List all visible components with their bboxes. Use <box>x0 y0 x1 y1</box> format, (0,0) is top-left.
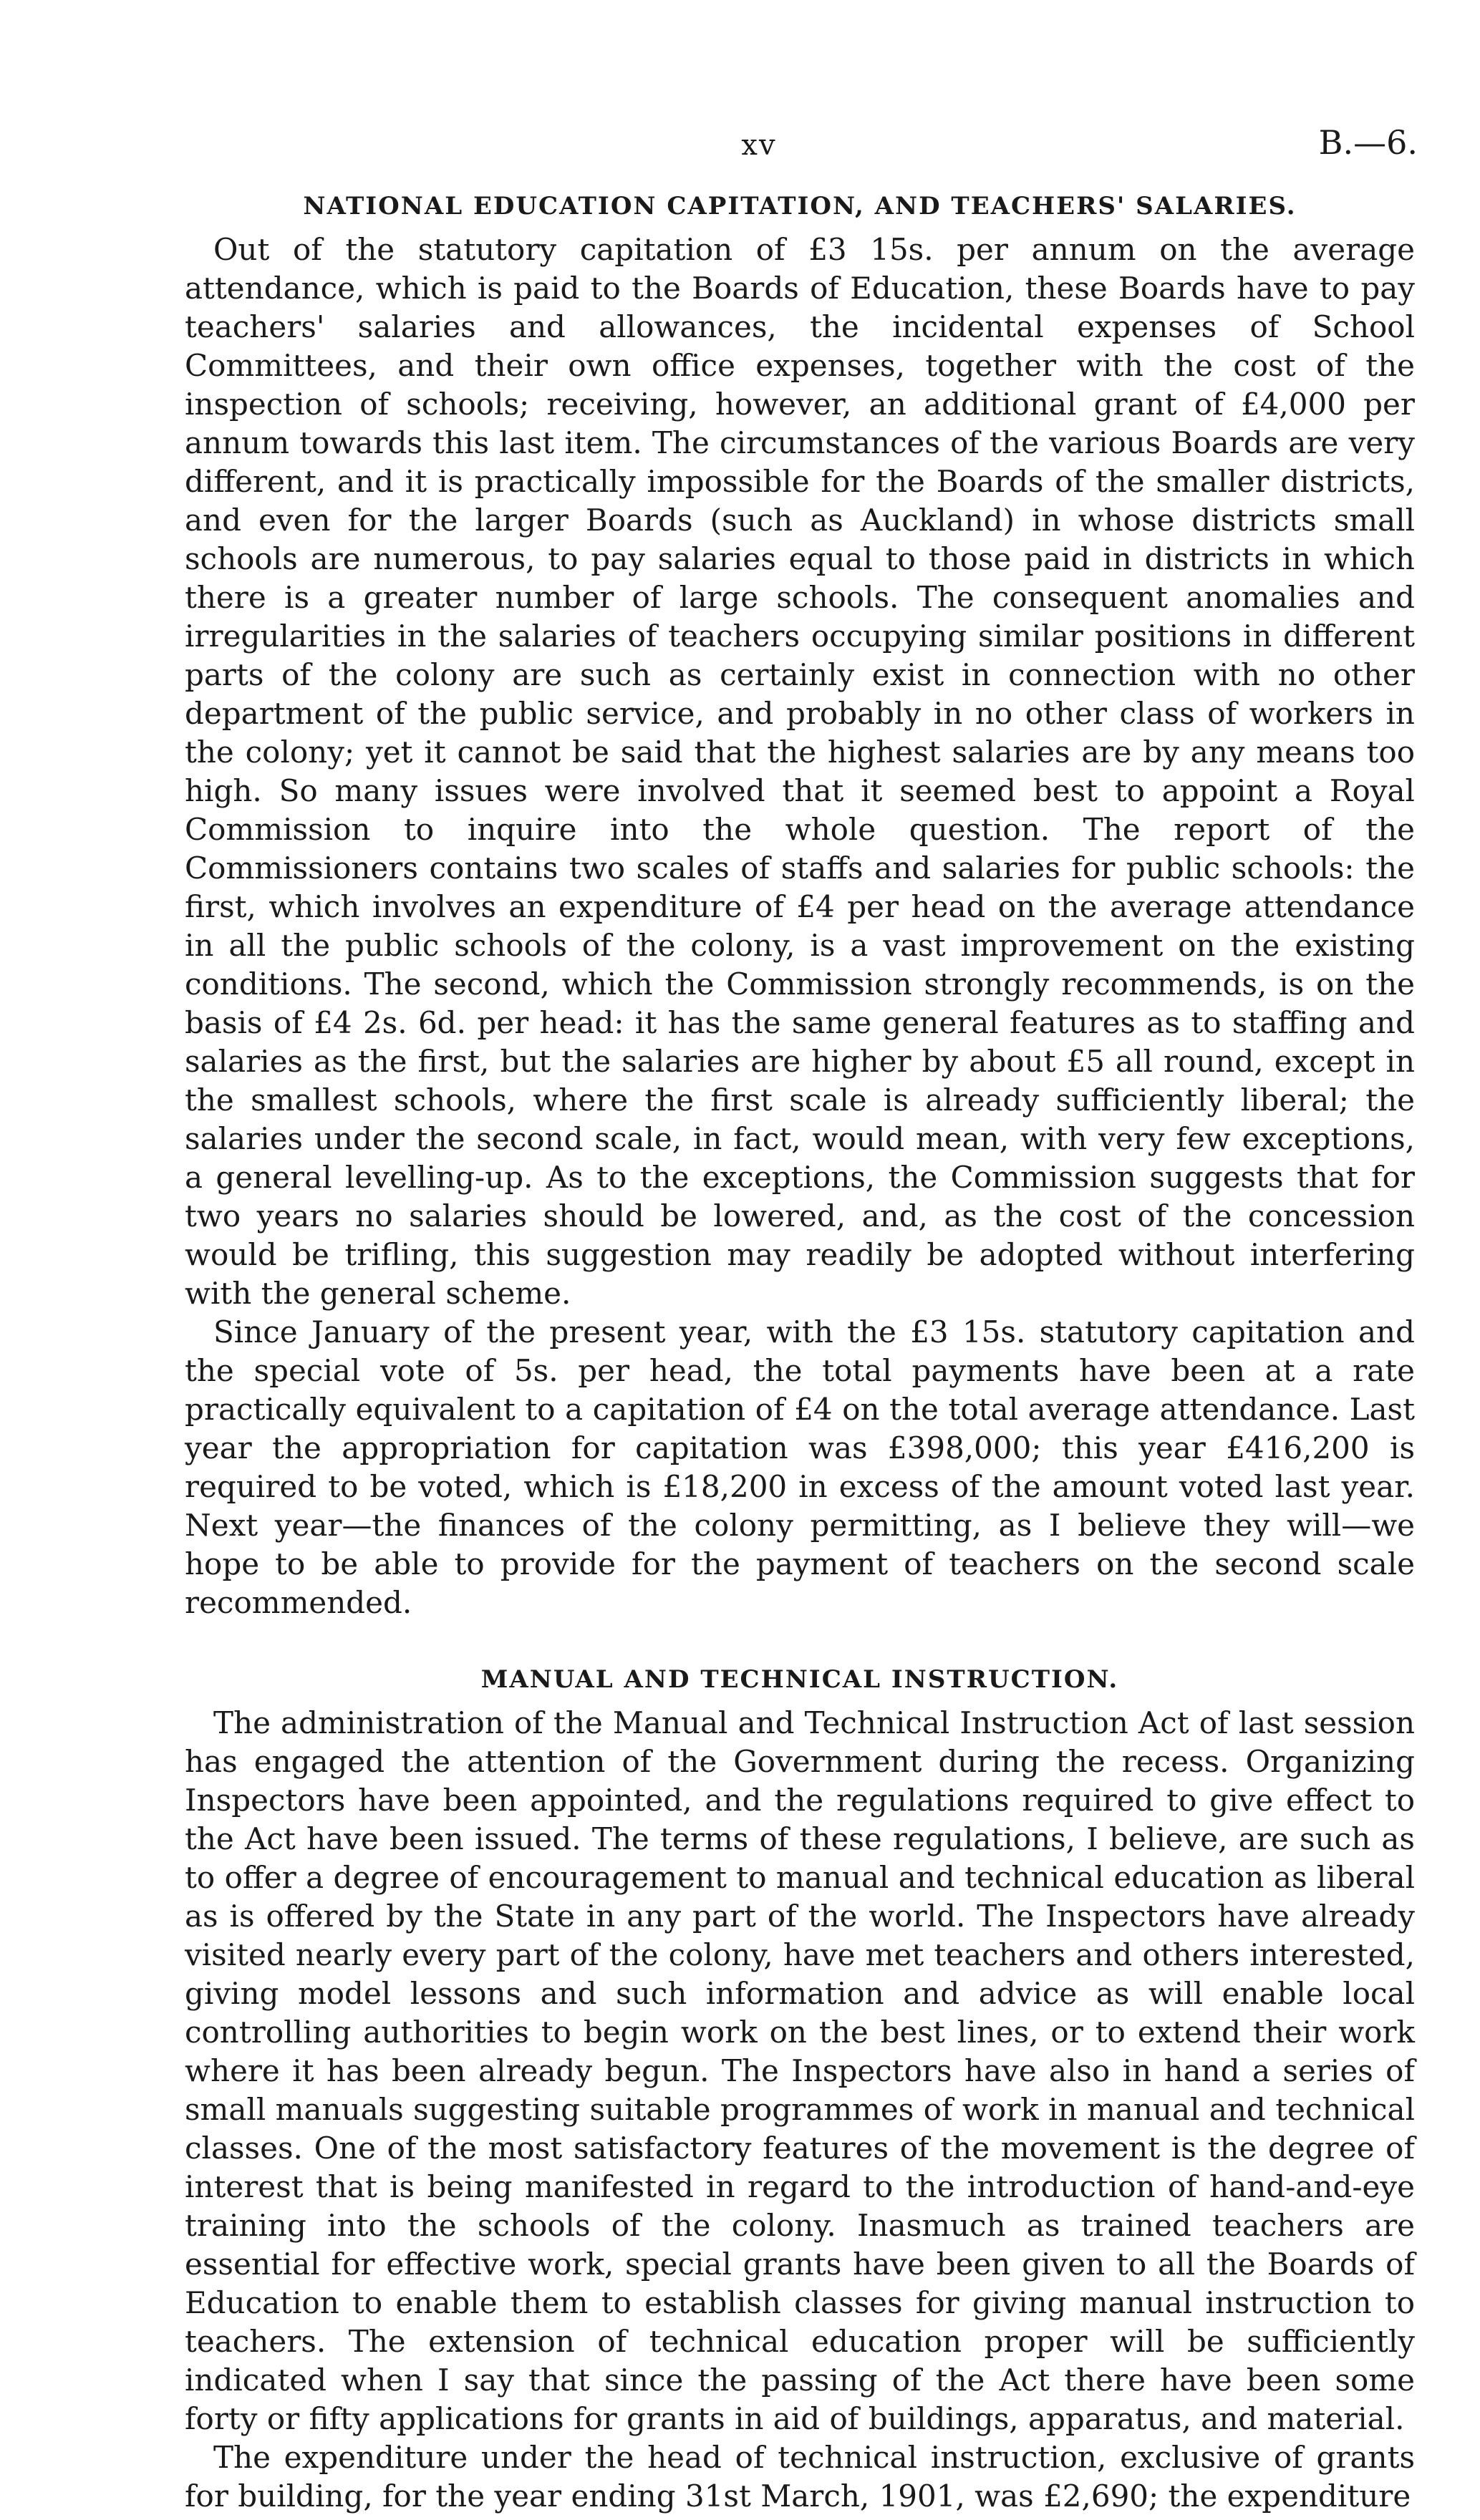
section-heading-manual-technical: MANUAL AND TECHNICAL INSTRUCTION. <box>480 1665 1119 1694</box>
section-heading-capitation: NATIONAL EDUCATION CAPITATION, AND TEACHERS' SALARIES. <box>303 192 1297 220</box>
paragraph: Out of the statutory capitation of £3 15s. per annum on the average attendance, which is paid to the Boards of Education, these Boards have to pay teachers' salaries and allowances, the incidental expenses of School Committees, and their own office expenses, together with the cost of the inspection of schools; receiving, however, an additional grant of £4,000 per annum towards this last item. The circumstances of the various Boards are very different, and it is practically impossible for the Boards of the smaller districts, and even for the larger Boards (such as Auckland) in whose districts small schools are numerous, to pay salaries equal to those paid in districts in which there is a greater number of large schools. The consequent anomalies and irregularities in the salaries of teachers occupying similar positions in different parts of the colony are such as certainly exist in connection with no other department of the public service, and probably in no other class of workers in the colony; yet it cannot be said that the highest salaries are by any means too high. So many issues were involved that it seemed best to appoint a Royal Commission to inquire into the whole question. The report of the Commissioners contains two scales of staffs and salaries for public schools: the first, which involves an expenditure of £4 per head on the average attendance in all the public schools of the colony, is a vast improvement on the existing conditions. The second, which the Commission strongly recommends, is on the basis of £4 2s. 6d. per head: it has the same general features as to staffing and salaries as the first, but the salaries are higher by about £5 all round, except in the smallest schools, where the first scale is already sufficiently liberal; the salaries under the second scale, in fact, would mean, with very few exceptions, a general levelling-up. As to the exceptions, the Commission suggests that for two years no salaries should be lowered, and, as the cost of the concession would be trifling, this suggestion may readily be adopted without interfering with the general scheme. <box>185 232 1415 1311</box>
page-body <box>185 192 1415 2516</box>
page-number: xv <box>741 129 777 162</box>
paragraph: Since January of the present year, with the £3 15s. statutory capitation and the special vote of 5s. per head, the total payments have been at a rate practically equivalent to a capitation of £4 on the total average attendance. Last year the appropriation for capitation was £398,000; this year £416,200 is required to be voted, which is £18,200 in excess of the amount voted last year. Next year—the finances of the colony permitting, as I believe they will—we hope to be able to provide for the payment of teachers on the second scale recommended. <box>185 1314 1415 1620</box>
paragraph: The expenditure under the head of technical instruction, exclusive of grants for building, for the year ending 31st March, 1901, was £2,690; the expenditure <box>185 2440 1415 2514</box>
paragraph: The administration of the Manual and Technical Instruction Act of last session has engaged the attention of the Government during the recess. Organizing Inspectors have been appointed, and the regulations required to give effect to the Act have been issued. The terms of these regulations, I believe, are such as to offer a degree of encouragement to manual and technical education as liberal as is offered by the State in any part of the world. The Inspectors have already visited nearly every part of the colony, have met teachers and others interested, giving model lessons and such information and advice as will enable local controlling authorities to begin work on the best lines, or to extend their work where it has been already begun. The Inspectors have also in hand a series of small manuals suggesting suitable programmes of work in manual and technical classes. One of the most satisfactory features of the movement is the degree of interest that is being manifested in regard to the introduction of hand-and-eye training into the schools of the colony. Inasmuch as trained teachers are essential for effective work, special grants have been given to all the Boards of Education to enable them to establish classes for giving manual instruction to teachers. The extension of technical education proper will be sufficiently indicated when I say that since the passing of the Act there have been some forty or fifty applications for grants in aid of buildings, apparatus, and material. <box>185 1705 1415 2436</box>
document-reference: B.—6. <box>1318 123 1418 162</box>
